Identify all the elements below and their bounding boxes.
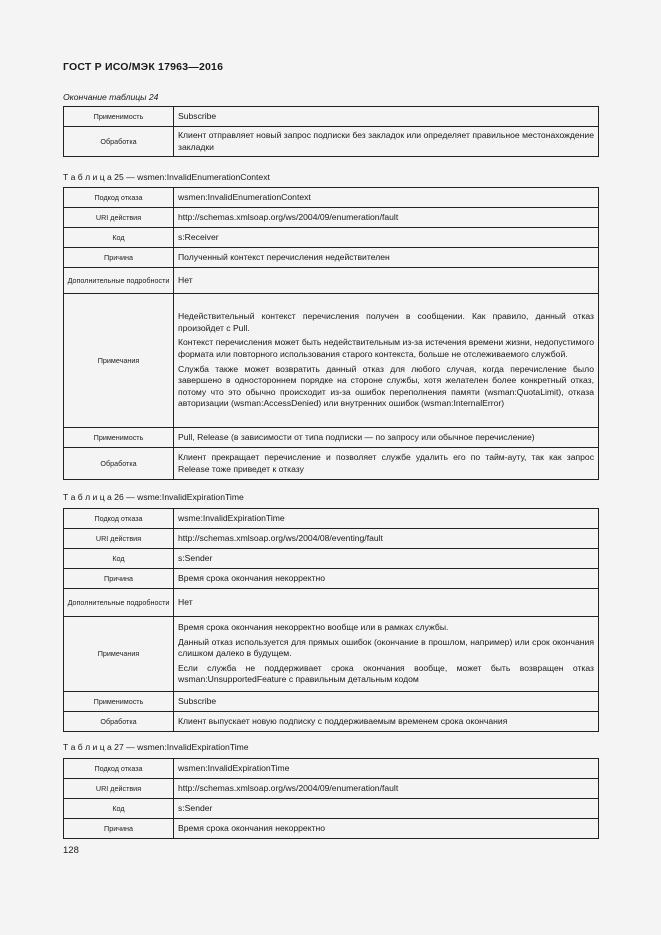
table-row	[64, 208, 599, 228]
table-25-caption: Т а б л и ц а 25 — wsmen:InvalidEnumerationContext	[63, 172, 270, 182]
table-row	[64, 509, 599, 529]
row-label: Код	[64, 799, 174, 819]
table-row	[64, 268, 599, 294]
table-row	[64, 294, 599, 428]
row-value: Pull, Release (в зависимости от типа подписки — по запросу или обычное перечисление)	[174, 428, 599, 448]
table-row	[64, 107, 599, 127]
note-paragraph: Контекст перечисления может быть недействительным из-за истечения времени жизни, недопустимого формата или повторного использования старого контекста, больше не отслеживаемого службой.	[178, 337, 594, 359]
row-label: Дополнительные подробности	[64, 589, 174, 617]
row-value: s:Sender	[174, 799, 599, 819]
row-label: Подкод отказа	[64, 188, 174, 208]
notes-cell	[174, 294, 599, 428]
note-paragraph: Служба также может возвратить данный отказ для любого случая, когда перечисление было завершено в одностороннем порядке на стороне службы, хотя желателен более конкретный отказ, потому что это обычно происходит из-за ошибок переполнения памяти (wsman:QuotaLimit), отказа авторизации (wsman:AccessDenied) или внутренних ошибок (wsman:InternalError)	[178, 363, 594, 409]
row-value: Нет	[174, 589, 599, 617]
table-row	[64, 529, 599, 549]
row-value: Время срока окончания некорректно	[174, 819, 599, 839]
row-label: Обработка	[64, 448, 174, 480]
row-value: Нет	[174, 268, 599, 294]
row-label: URI действия	[64, 529, 174, 549]
table-26	[63, 508, 599, 732]
row-value: s:Sender	[174, 549, 599, 569]
table-row	[64, 428, 599, 448]
table-row	[64, 549, 599, 569]
row-value: s:Receiver	[174, 228, 599, 248]
row-label: Применимость	[64, 428, 174, 448]
table-row	[64, 569, 599, 589]
row-label: URI действия	[64, 208, 174, 228]
notes-cell	[174, 617, 599, 692]
row-label: Примечания	[64, 617, 174, 692]
row-value: Полученный контекст перечисления недействителен	[174, 248, 599, 268]
row-value: Клиент выпускает новую подписку с поддерживаемым временем срока окончания	[174, 712, 599, 732]
row-value: http://schemas.xmlsoap.org/ws/2004/08/eventing/fault	[174, 529, 599, 549]
note-paragraph: Время срока окончания некорректно вообще или в рамках службы.	[178, 622, 449, 633]
row-value: Subscribe	[174, 692, 599, 712]
row-label: Обработка	[64, 127, 174, 157]
row-label: Причина	[64, 569, 174, 589]
row-label: Причина	[64, 819, 174, 839]
row-label: URI действия	[64, 779, 174, 799]
row-label: Подкод отказа	[64, 509, 174, 529]
page-number: 128	[63, 845, 79, 856]
row-value: Клиент прекращает перечисление и позволяет службе удалить его по тайм-ауту, так как запрос Release тоже приведет к отказу	[174, 448, 599, 480]
table-row	[64, 779, 599, 799]
table-25	[63, 187, 599, 480]
table-24	[63, 106, 599, 157]
table-row	[64, 617, 599, 692]
row-value: Subscribe	[174, 107, 599, 127]
row-value: wsme:InvalidExpirationTime	[174, 509, 599, 529]
row-value: wsmen:InvalidExpirationTime	[174, 759, 599, 779]
table-row	[64, 188, 599, 208]
row-value: http://schemas.xmlsoap.org/ws/2004/09/enumeration/fault	[174, 208, 599, 228]
table-row	[64, 819, 599, 839]
table-24-caption: Окончание таблицы 24	[63, 92, 159, 102]
row-label: Подкод отказа	[64, 759, 174, 779]
row-label: Код	[64, 549, 174, 569]
row-label: Код	[64, 228, 174, 248]
table-row	[64, 228, 599, 248]
table-row	[64, 759, 599, 779]
note-paragraph: Если служба не поддерживает срока окончания вообще, может быть возвращен отказ wsman:UnsupportedFeature с правильным детальным кодом	[178, 662, 594, 685]
row-value: Клиент отправляет новый запрос подписки без закладок или определяет правильное местонахождение закладки	[174, 127, 599, 157]
row-label: Применимость	[64, 107, 174, 127]
table-26-caption: Т а б л и ц а 26 — wsme:InvalidExpirationTime	[63, 492, 244, 502]
table-27-caption: Т а б л и ц а 27 — wsmen:InvalidExpirationTime	[63, 742, 249, 752]
table-row	[64, 712, 599, 732]
table-row	[64, 692, 599, 712]
table-row	[64, 127, 599, 157]
note-paragraph: Недействительный контекст перечисления получен в сообщении. Как правило, данный отказ произойдет с Pull.	[178, 311, 594, 333]
row-label: Примечания	[64, 294, 174, 428]
row-label: Обработка	[64, 712, 174, 732]
row-value: http://schemas.xmlsoap.org/ws/2004/09/enumeration/fault	[174, 779, 599, 799]
table-row	[64, 799, 599, 819]
row-label: Применимость	[64, 692, 174, 712]
table-27	[63, 758, 599, 839]
row-value: Время срока окончания некорректно	[174, 569, 599, 589]
table-row	[64, 589, 599, 617]
row-value: wsmen:InvalidEnumerationContext	[174, 188, 599, 208]
table-row	[64, 448, 599, 480]
note-paragraph: Данный отказ используется для прямых ошибок (окончание в прошлом, например) или срок окончания слишком далеко в будущем.	[178, 636, 594, 659]
document-header: ГОСТ Р ИСО/МЭК 17963—2016	[63, 61, 224, 73]
row-label: Причина	[64, 248, 174, 268]
row-label: Дополнительные подробности	[64, 268, 174, 294]
table-row	[64, 248, 599, 268]
